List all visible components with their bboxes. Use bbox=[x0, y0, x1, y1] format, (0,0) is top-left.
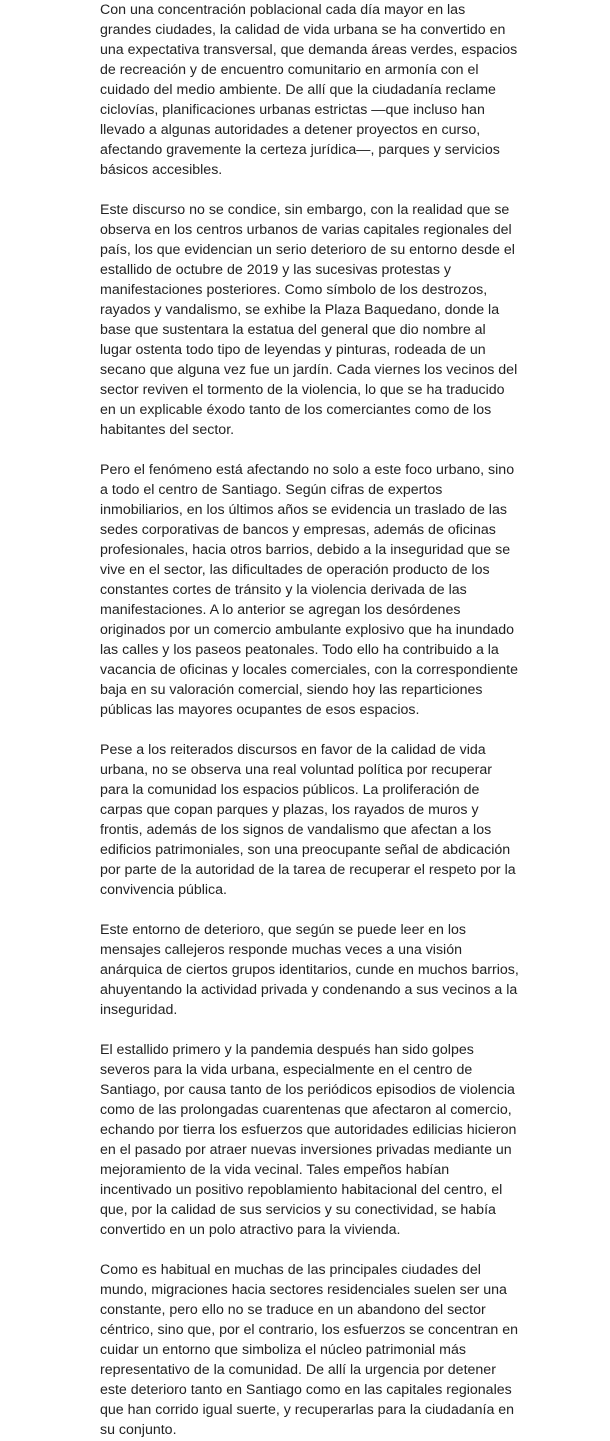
article-paragraph-5: Este entorno de deterioro, que según se puede leer en los mensajes callejeros responde muchas veces a una visión anárquica de ciertos grupos identitarios, cunde en muchos barrios, ahuyentando la actividad privada y condenando a sus vecinos a la inseguridad. bbox=[100, 922, 519, 1018]
article-paragraph-3: Pero el fenómeno está afectando no solo a este foco urbano, sino a todo el centro de Santiago. Según cifras de expertos inmobiliarios, en los últimos años se evidencia un traslado de las sedes corporativas de bancos y empresas, además de oficinas profesionales, hacia otros barrios, debido a la inseguridad que se vive en el sector, las dificultades de operación producto de los constantes cortes de tránsito y la violencia derivada de las manifestaciones. A lo anterior se agregan los desórdenes originados por un comercio ambulante explosivo que ha inundado las calles y los paseos peatonales. Todo ello ha contribuido a la vacancia de oficinas y locales comerciales, con la correspondiente baja en su valoración comercial, siendo hoy las reparticiones públicas las mayores ocupantes de esos espacios. bbox=[100, 462, 518, 718]
article-paragraph-6: El estallido primero y la pandemia después han sido golpes severos para la vida urbana, especialmente en el centro de Santiago, por causa tanto de los periódicos episodios de violencia como de las prolongadas cuarentenas que afectaron al comercio, echando por tierra los esfuerzos que autoridades edilicias hicieron en el pasado por atraer nuevas inversiones privadas mediante un mejoramiento de la vida vecinal. Tales empeños habían incentivado un positivo repoblamiento habitacional del centro, el que, por la calidad de sus servicios y su conectividad, se había convertido en un polo atractivo para la vivienda. bbox=[100, 1042, 517, 1238]
article-paragraph-2: Este discurso no se condice, sin embargo, con la realidad que se observa en los centros urbanos de varias capitales regionales del país, los que evidencian un serio deterioro de su entorno desde el estallido de octubre de 2019 y las sucesivas protestas y manifestaciones posteriores. Como símbolo de los destrozos, rayados y vandalismo, se exhibe la Plaza Baquedano, donde la base que sustentara la estatua del general que dio nombre al lugar ostenta todo tipo de leyendas y pinturas, rodeada de un secano que alguna vez fue un jardín. Cada viernes los vecinos del sector reviven el tormento de la violencia, lo que se ha traducido en un explicable éxodo tanto de los comerciantes como de los habitantes del sector. bbox=[100, 202, 518, 438]
article-paragraph-7: Como es habitual en muchas de las principales ciudades del mundo, migraciones hacia sectores residenciales suelen ser una constante, pero ello no se traduce en un abandono del sector céntrico, sino que, por el contrario, los esfuerzos se concentran en cuidar un entorno que simboliza el núcleo patrimonial más representativo de la comunidad. De allí la urgencia por detener este deterioro tanto en Santiago como en las capitales regionales que han corrido igual suerte, y recuperarlas para la ciudadanía en su conjunto. bbox=[100, 1262, 518, 1438]
article-paragraph-4: Pese a los reiterados discursos en favor de la calidad de vida urbana, no se observa una real voluntad política por recuperar para la comunidad los espacios públicos. La proliferación de carpas que copan parques y plazas, los rayados de muros y frontis, además de los signos de vandalismo que afectan a los edificios patrimoniales, son una preocupante señal de abdicación por parte de la autoridad de la tarea de recuperar el respeto por la convivencia pública. bbox=[100, 742, 516, 898]
article-body bbox=[100, 0, 520, 1440]
article-paragraph-1: Con una concentración poblacional cada día mayor en las grandes ciudades, la calidad de vida urbana se ha convertido en una expectativa transversal, que demanda áreas verdes, espacios de recreación y de encuentro comunitario en armonía con el cuidado del medio ambiente. De allí que la ciudadanía reclame ciclovías, planificaciones urbanas estrictas —que incluso han llevado a algunas autoridades a detener proyectos en curso, afectando gravemente la certeza jurídica—, parques y servicios básicos accesibles. bbox=[100, 2, 518, 178]
